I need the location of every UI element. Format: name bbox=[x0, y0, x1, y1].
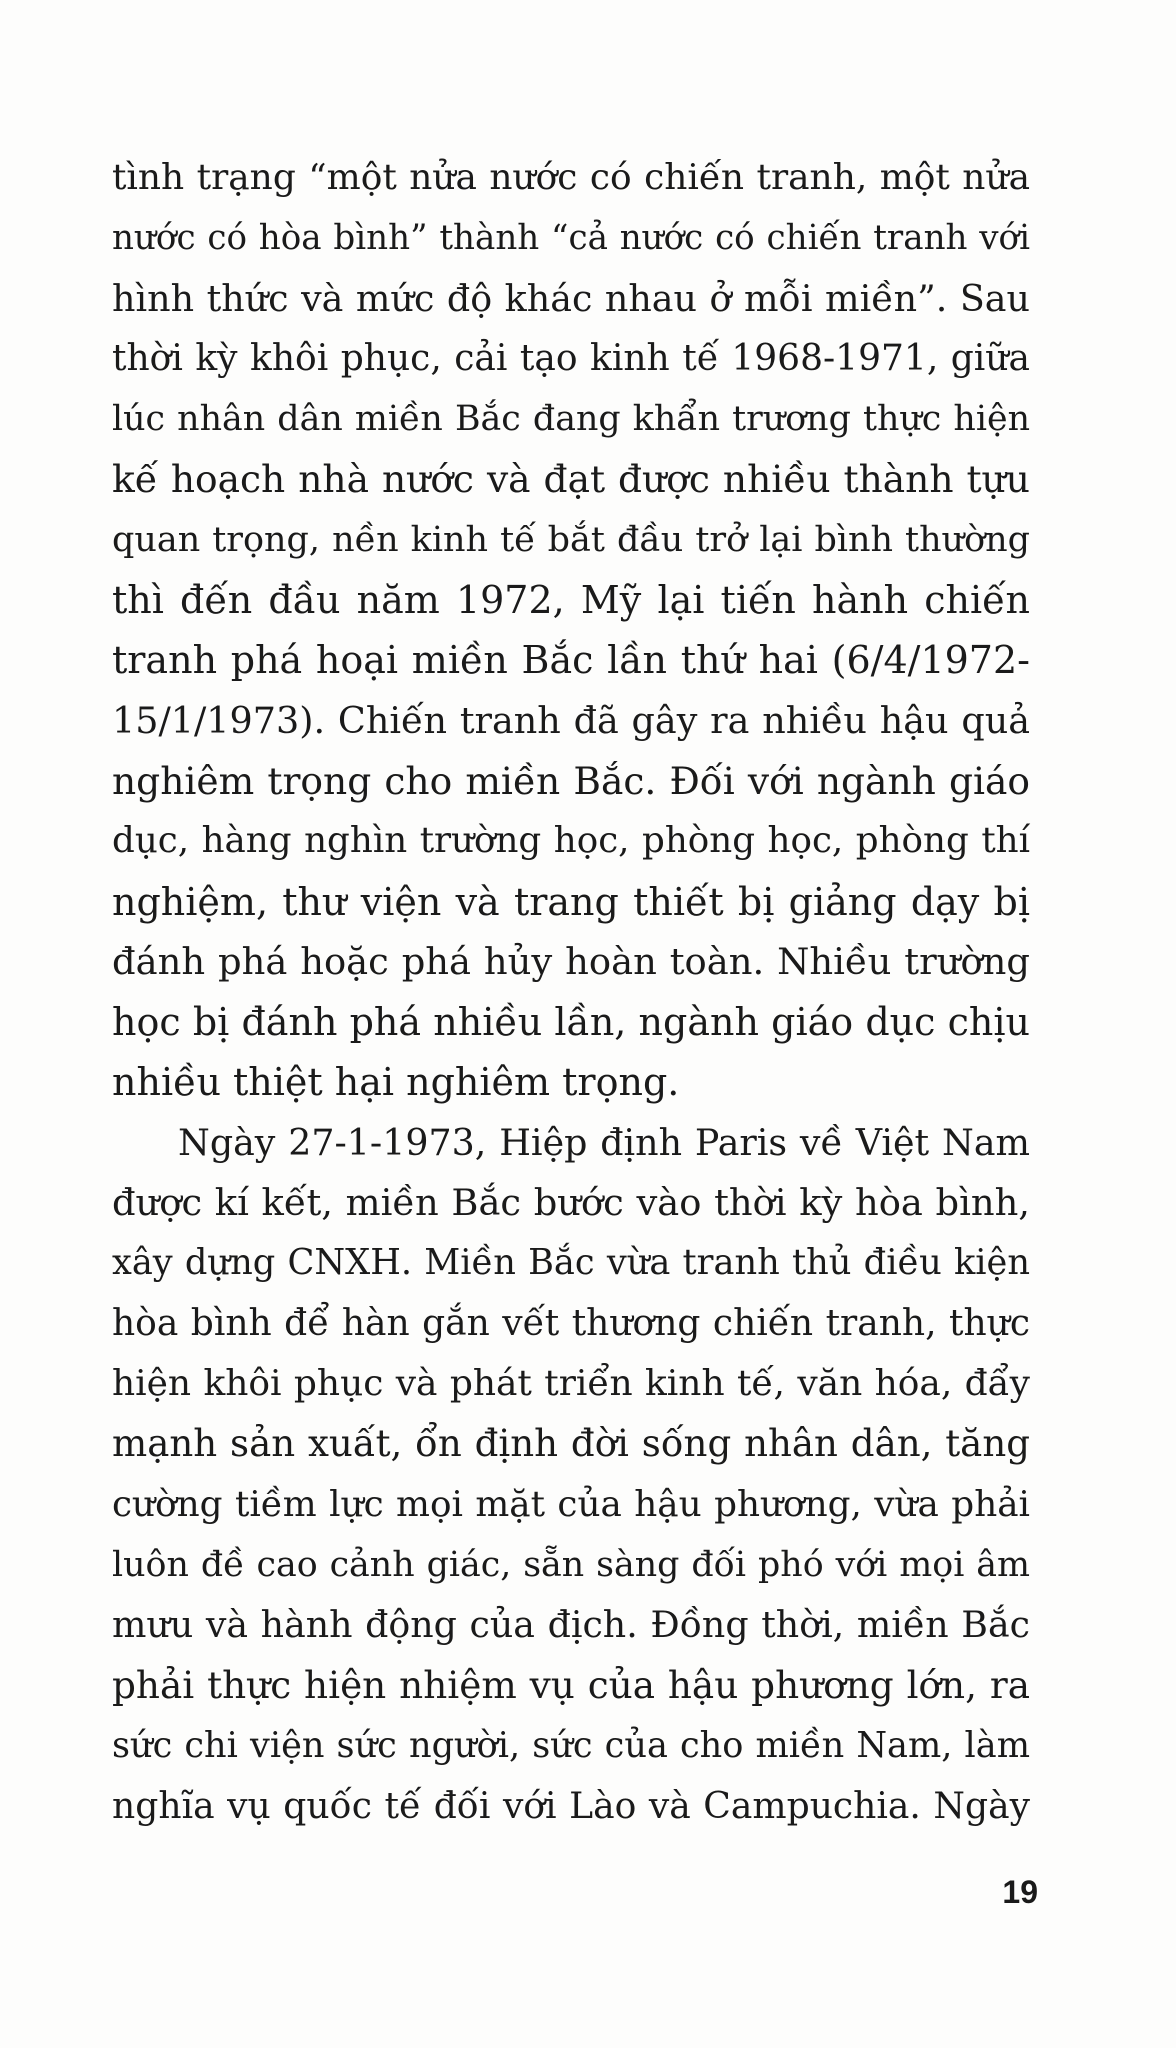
text-line: quan trọng, nền kinh tế bắt đầu trở lại bình thường bbox=[112, 519, 1030, 560]
text-line: 15/1/1973). Chiến tranh đã gây ra nhiều hậu quả bbox=[112, 698, 1030, 742]
text-line: được kí kết, miền Bắc bước vào thời kỳ hòa bình, bbox=[112, 1181, 1030, 1225]
text-line: sức chi viện sức người, sức của cho miền Nam, làm bbox=[112, 1724, 1030, 1766]
text-line: mạnh sản xuất, ổn định đời sống nhân dân, tăng bbox=[112, 1422, 1030, 1466]
text-line: mưu và hành động của địch. Đồng thời, miền Bắc bbox=[112, 1603, 1030, 1647]
text-line: cường tiềm lực mọi mặt của hậu phương, vừa phải bbox=[112, 1483, 1030, 1525]
text-line: lúc nhân dân miền Bắc đang khẩn trương thực hiện bbox=[112, 399, 1030, 440]
text-line: hòa bình để hàn gắn vết thương chiến tranh, thực bbox=[112, 1302, 1030, 1344]
text-line: thời kỳ khôi phục, cải tạo kinh tế 1968-1971, giữa bbox=[112, 337, 1030, 379]
text-line: xây dựng CNXH. Miền Bắc vừa tranh thủ điều kiện bbox=[112, 1242, 1030, 1284]
text-line: đánh phá hoặc phá hủy hoàn toàn. Nhiều trường bbox=[112, 939, 1030, 983]
page-number: 19 bbox=[1002, 1874, 1038, 1910]
text-line: tình trạng “một nửa nước có chiến tranh, một nửa bbox=[112, 157, 1030, 198]
text-line: kế hoạch nhà nước và đạt được nhiều thành tựu bbox=[112, 457, 1030, 502]
text-line: thì đến đầu năm 1972, Mỹ lại tiến hành chiến bbox=[112, 578, 1030, 623]
text-line: luôn đề cao cảnh giác, sẵn sàng đối phó với mọi âm bbox=[112, 1544, 1030, 1585]
text-line: nước có hòa bình” thành “cả nước có chiến tranh với bbox=[112, 218, 1030, 259]
text-line: hiện khôi phục và phát triển kinh tế, văn hóa, đẩy bbox=[112, 1362, 1030, 1404]
text-line: học bị đánh phá nhiều lần, ngành giáo dục chịu bbox=[112, 1000, 1030, 1045]
body-text bbox=[112, 148, 1030, 1836]
paragraph-start-line: Ngày 27-1-1973, Hiệp định Paris về Việt Nam bbox=[178, 1120, 1030, 1164]
text-line: tranh phá hoại miền Bắc lần thứ hai (6/4/1972- bbox=[112, 638, 1030, 683]
paragraph-end-line: nhiều thiệt hại nghiêm trọng. bbox=[112, 1060, 680, 1105]
text-line: nghĩa vụ quốc tế đối với Lào và Campuchia. Ngày bbox=[112, 1785, 1030, 1828]
text-line: phải thực hiện nhiệm vụ của hậu phương lớn, ra bbox=[112, 1663, 1030, 1708]
text-line: hình thức và mức độ khác nhau ở mỗi miền”. Sau bbox=[112, 276, 1030, 320]
text-line: nghiêm trọng cho miền Bắc. Đối với ngành giáo bbox=[112, 758, 1030, 803]
text-line: dục, hàng nghìn trường học, phòng học, phòng thí bbox=[112, 820, 1030, 862]
text-line: nghiệm, thư viện và trang thiết bị giảng dạy bị bbox=[112, 879, 1030, 924]
